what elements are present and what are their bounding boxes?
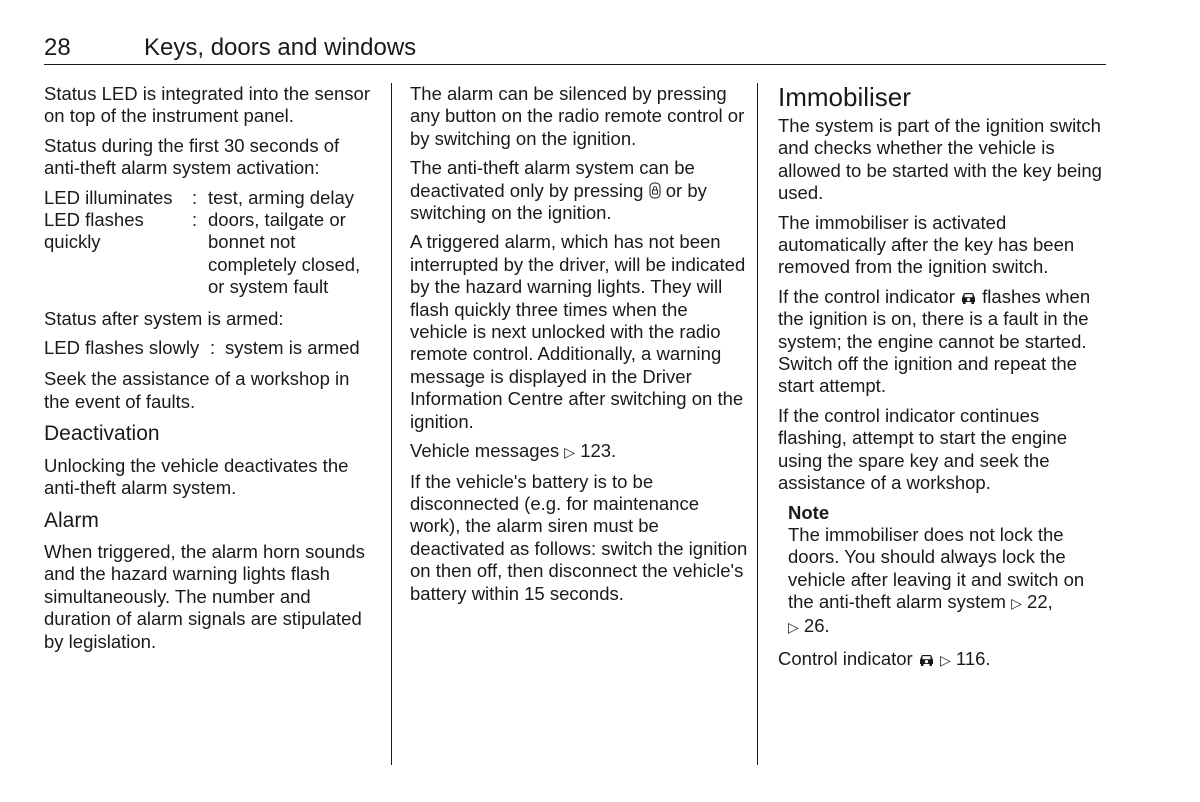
paragraph-text: or by switching on the ignition.: [410, 179, 707, 224]
paragraph: The system is part of the ignition switch and checks whether the vehicle is allowed to be started with the key being used.: [778, 115, 1102, 204]
paragraph: The immobiliser is activated automatically after the key has been removed from the ignition switch.: [778, 211, 1075, 278]
led-status-table: [44, 337, 360, 359]
paragraph: Seek the assistance of a workshop in the event of faults.: [44, 368, 350, 412]
paragraph: [778, 286, 1110, 398]
paragraph: [410, 157, 748, 224]
led-term: LED flashes quickly: [44, 209, 144, 253]
paragraph: [778, 648, 1110, 671]
column-divider: [391, 83, 392, 765]
note-text: The immobiliser does not lock the doors. You should always lock the vehicle after leaving it and switch on the anti-theft alarm system: [788, 523, 1085, 613]
page-reference[interactable]: 123.: [580, 440, 617, 462]
paragraph: The alarm can be silenced by pressing any button on the radio remote control or by switching on the ignition.: [410, 83, 745, 149]
paragraph-text: Vehicle messages: [410, 440, 560, 462]
paragraph: [410, 440, 748, 463]
reference-arrow-icon: ▷: [939, 651, 951, 668]
column-1: [44, 83, 379, 660]
column-2: [410, 83, 748, 612]
page-reference[interactable]: 116.: [955, 647, 991, 669]
table-row: [44, 187, 379, 209]
heading-immobiliser: Immobiliser: [778, 82, 911, 112]
led-desc: system is armed: [225, 337, 360, 359]
led-term: LED flashes slowly: [44, 337, 200, 359]
page-number: 28: [44, 34, 71, 61]
paragraph-text: If the control indicator: [778, 285, 955, 307]
note-body: [788, 524, 1110, 638]
note-title: Note: [788, 501, 830, 523]
paragraph: When triggered, the alarm horn sounds and the hazard warning lights flash simultaneously. The number and duration of alarm signals are stipulated by legislation.: [44, 540, 365, 652]
car-key-indicator-icon: [918, 649, 935, 663]
separator: :: [210, 337, 216, 359]
led-desc: test, arming delay: [208, 186, 355, 208]
led-term: LED illuminates: [44, 186, 173, 208]
page-reference[interactable]: 26.: [803, 614, 830, 636]
paragraph: If the vehicle's battery is to be disconnected (e.g. for maintenance work), the alarm siren must be deactivated as follows: switch the ignition on then off, then disconnect the vehicle's battery within 15 seconds.: [410, 470, 748, 604]
reference-arrow-icon: ▷: [788, 618, 799, 635]
separator: :: [192, 186, 198, 208]
reference-arrow-icon: ▷: [564, 444, 576, 461]
paragraph: A triggered alarm, which has not been interrupted by the driver, will be indicated by the hazard warning lights. They will flash quickly three times when the vehicle is next unlocked with the radio remote control. Additionally, a warning message is displayed in the Driver Information Centre after switching on the ignition.: [410, 231, 746, 432]
separator: :: [192, 209, 198, 231]
car-key-indicator-icon: [960, 287, 977, 301]
column-3: [778, 83, 1110, 678]
column-divider: [757, 83, 758, 765]
paragraph-text: The anti-theft alarm system can be deactivated only by pressing: [410, 157, 695, 201]
page-header: [44, 32, 1106, 65]
reference-arrow-icon: ▷: [1011, 595, 1022, 612]
paragraph-text: Control indicator: [778, 647, 913, 669]
lock-button-icon: [649, 182, 661, 199]
paragraph: Unlocking the vehicle deactivates the anti-theft alarm system.: [44, 454, 349, 499]
led-status-table: [44, 187, 379, 299]
table-row: [44, 337, 360, 359]
table-row: [44, 209, 379, 299]
paragraph: Status after system is armed:: [44, 307, 284, 329]
led-desc: doors, tailgate or bonnet not completely closed, or system fault: [208, 209, 361, 298]
paragraph-text: flashes when the ignition is on, there is a fault in the system; the engine cannot be started. Switch off the ignition and repeat the start attempt.: [778, 285, 1091, 397]
section-title: Keys, doors and windows: [144, 34, 417, 61]
page-reference[interactable]: 22,: [1027, 591, 1053, 613]
heading-deactivation: Deactivation: [44, 422, 160, 446]
note-box: [788, 502, 1110, 638]
paragraph: Status LED is integrated into the sensor on top of the instrument panel.: [44, 83, 370, 127]
heading-alarm: Alarm: [44, 508, 99, 532]
paragraph: Status during the first 30 seconds of anti-theft alarm system activation:: [44, 134, 340, 179]
paragraph: If the control indicator continues flashing, attempt to start the engine using the spare key and seek the assistance of a workshop.: [778, 404, 1067, 494]
